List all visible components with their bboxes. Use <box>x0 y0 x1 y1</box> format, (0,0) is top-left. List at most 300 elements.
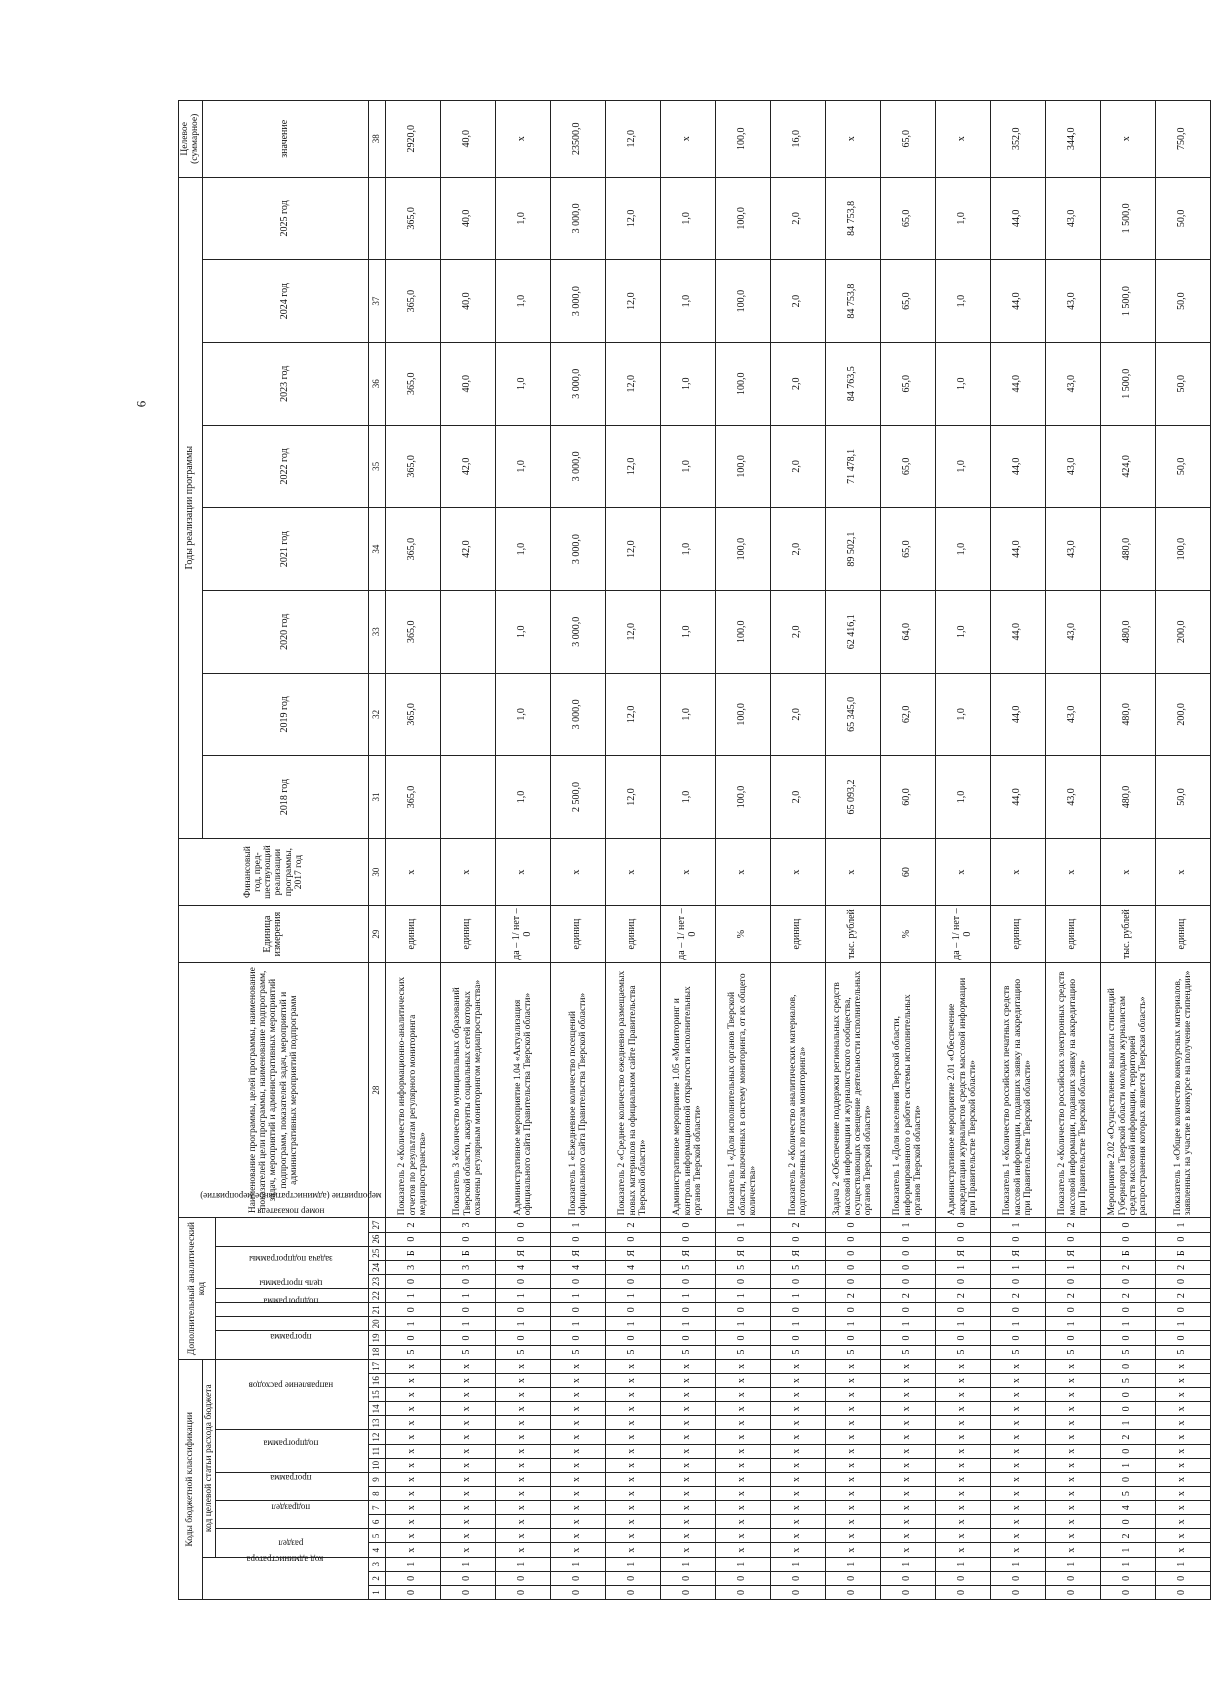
year-value-cell: 1,0 <box>495 508 550 591</box>
code-cell: х <box>1155 1458 1210 1472</box>
code-cell: 4 <box>550 1260 605 1274</box>
code-cell: 0 <box>1045 1571 1100 1585</box>
prev-year-cell: х <box>1045 838 1100 905</box>
indicator-name-cell: Показатель 1 «Общее количество конкурсных материалов, заявленных на участие в конкурсе на получение стипендии» <box>1155 962 1210 1218</box>
year-value-cell: 12,0 <box>605 508 660 591</box>
code-cell: х <box>1045 1529 1100 1543</box>
column-number-cell: 3 <box>368 1557 385 1571</box>
code-cell: 0 <box>990 1303 1045 1317</box>
code-cell: х <box>550 1374 605 1388</box>
code-cell: х <box>990 1487 1045 1501</box>
code-cell: х <box>1045 1374 1100 1388</box>
code-cell: 0 <box>880 1260 935 1274</box>
year-value-cell: 2,0 <box>770 756 825 839</box>
code-cell: 0 <box>660 1218 715 1232</box>
code-cell: х <box>1045 1388 1100 1402</box>
indicator-name-cell: Административное мероприятие 1.05 «Мониторинг и контроль информационной открытости исполнительных органов Тверской области» <box>660 962 715 1218</box>
year-2025-header: 2025 год <box>202 177 368 260</box>
code-cell: х <box>825 1487 880 1501</box>
code-cell: х <box>1045 1430 1100 1444</box>
code-cell: х <box>385 1515 440 1529</box>
code-cell: Я <box>660 1246 715 1260</box>
code-cell: 1 <box>495 1317 550 1331</box>
code-cell: х <box>990 1529 1045 1543</box>
code-cell: 0 <box>880 1331 935 1345</box>
year-value-cell: 42,0 <box>440 425 495 508</box>
code-cell: х <box>880 1529 935 1543</box>
code-cell: х <box>605 1501 660 1515</box>
year-value-cell: 44,0 <box>990 508 1045 591</box>
target-value-cell: х <box>825 101 880 178</box>
table-row <box>880 101 935 1600</box>
year-value-cell: 1,0 <box>660 590 715 673</box>
code-cell: х <box>770 1416 825 1430</box>
year-2023-header: 2023 год <box>202 342 368 425</box>
year-value-cell: 60,0 <box>880 756 935 839</box>
code-cell: х <box>605 1529 660 1543</box>
code-cell: 0 <box>440 1303 495 1317</box>
code-cell: х <box>495 1374 550 1388</box>
year-value-cell: 12,0 <box>605 673 660 756</box>
table-row <box>1100 101 1155 1600</box>
unit-cell: единиц <box>990 906 1045 963</box>
target-value-cell: х <box>660 101 715 178</box>
code-cell: Я <box>605 1246 660 1260</box>
code-cell: 2 <box>880 1289 935 1303</box>
year-value-cell: 100,0 <box>715 177 770 260</box>
program-header: программа <box>215 1472 368 1500</box>
target-value-cell: 100,0 <box>715 101 770 178</box>
code-cell: 0 <box>440 1571 495 1585</box>
code-cell: х <box>440 1444 495 1458</box>
event-header: мероприятие (административное мероприятие) <box>215 1246 368 1288</box>
code-cell: х <box>605 1472 660 1486</box>
code-cell: 0 <box>385 1232 440 1246</box>
code-cell: 0 <box>440 1331 495 1345</box>
code-cell: 1 <box>825 1557 880 1571</box>
code-cell: 5 <box>715 1260 770 1274</box>
code-cell: х <box>1155 1430 1210 1444</box>
code-cell: х <box>495 1472 550 1486</box>
code-cell: х <box>825 1402 880 1416</box>
indicator-name-cell: Мероприятие 2.02 «Осуществление выплаты стипендий Губернатора Тверской области молодым журналистам средств массовой информации, территорией распространения которых является Тверская область» <box>1100 962 1155 1218</box>
code-cell: 1 <box>1155 1557 1210 1571</box>
code-cell: 0 <box>990 1274 1045 1288</box>
code-cell: х <box>495 1430 550 1444</box>
year-value-cell: 44,0 <box>990 673 1045 756</box>
year-value-cell: 65,0 <box>880 260 935 343</box>
year-value-cell: 1,0 <box>495 673 550 756</box>
code-cell: 0 <box>770 1232 825 1246</box>
year-value-cell: 2,0 <box>770 342 825 425</box>
year-value-cell: 365,0 <box>385 673 440 756</box>
code-cell: 0 <box>880 1571 935 1585</box>
code-cell: 1 <box>1100 1557 1155 1571</box>
code-cell: 0 <box>495 1585 550 1599</box>
unit-cell: единиц <box>550 906 605 963</box>
code-cell: х <box>385 1487 440 1501</box>
year-value-cell: 43,0 <box>1045 508 1100 591</box>
code-cell: Я <box>990 1246 1045 1260</box>
year-value-cell: 43,0 <box>1045 342 1100 425</box>
code-cell: 2 <box>1155 1260 1210 1274</box>
code-cell: х <box>440 1430 495 1444</box>
table-row <box>935 101 990 1600</box>
code-cell: х <box>495 1388 550 1402</box>
column-number-cell: 16 <box>368 1374 385 1388</box>
unit-column-header: Единица измерения <box>179 906 369 963</box>
unit-cell: да – 1/ нет – 0 <box>495 906 550 963</box>
column-number-cell: 34 <box>368 508 385 591</box>
year-value-cell: 50,0 <box>1155 756 1210 839</box>
code-cell: 1 <box>990 1557 1045 1571</box>
column-number-cell: 4 <box>368 1543 385 1557</box>
code-cell: 0 <box>880 1232 935 1246</box>
year-value-cell: 2,0 <box>770 425 825 508</box>
code-cell: 5 <box>880 1345 935 1359</box>
code-cell: х <box>935 1402 990 1416</box>
code-cell: 0 <box>825 1331 880 1345</box>
code-cell: х <box>825 1374 880 1388</box>
code-cell: 1 <box>715 1289 770 1303</box>
code-cell: 0 <box>495 1232 550 1246</box>
prev-year-cell: х <box>495 838 550 905</box>
code-cell: 0 <box>550 1331 605 1345</box>
code-cell: х <box>440 1402 495 1416</box>
year-value-cell: 1,0 <box>495 590 550 673</box>
code-cell: Б <box>385 1246 440 1260</box>
table-row <box>385 101 440 1600</box>
indicator-name-cell: Задача 2 «Обеспечение поддержки региональных средств массовой информации и журналистского сообщества, осуществляющих освещение деятельности исполнительных органов Тверской области» <box>825 962 880 1218</box>
code-cell: 1 <box>990 1260 1045 1274</box>
table-row <box>605 101 660 1600</box>
code-cell: х <box>715 1458 770 1472</box>
code-cell: 0 <box>990 1331 1045 1345</box>
code-cell: Я <box>935 1246 990 1260</box>
code-cell: 1 <box>385 1557 440 1571</box>
code-cell: х <box>1155 1501 1210 1515</box>
code-cell: 5 <box>1100 1345 1155 1359</box>
year-value-cell: 1,0 <box>660 342 715 425</box>
code-cell: х <box>660 1374 715 1388</box>
code-cell: 0 <box>495 1571 550 1585</box>
prev-year-cell: х <box>660 838 715 905</box>
code-cell: 1 <box>385 1317 440 1331</box>
code-cell: Б <box>1100 1246 1155 1260</box>
code-cell: 0 <box>495 1218 550 1232</box>
column-number-cell: 9 <box>368 1472 385 1486</box>
year-value-cell: 1 500,0 <box>1100 260 1155 343</box>
code-cell: х <box>935 1416 990 1430</box>
column-number-cell: 22 <box>368 1289 385 1303</box>
code-cell: х <box>880 1458 935 1472</box>
code-cell: х <box>385 1472 440 1486</box>
code-cell: х <box>605 1430 660 1444</box>
year-value-cell: 12,0 <box>605 260 660 343</box>
code-cell: 0 <box>1155 1585 1210 1599</box>
code-cell: 0 <box>770 1331 825 1345</box>
code-cell: 0 <box>1100 1359 1155 1373</box>
code-cell: 0 <box>1100 1571 1155 1585</box>
code-cell: 0 <box>880 1585 935 1599</box>
target-value-cell: 344,0 <box>1045 101 1100 178</box>
code-cell: х <box>550 1388 605 1402</box>
code-cell: х <box>715 1388 770 1402</box>
code-cell: 2 <box>1100 1430 1155 1444</box>
unit-cell: единиц <box>605 906 660 963</box>
code-cell: х <box>495 1543 550 1557</box>
year-value-cell: 100,0 <box>715 756 770 839</box>
year-value-cell <box>440 673 495 756</box>
target-value-cell: х <box>1100 101 1155 178</box>
code-cell: х <box>880 1444 935 1458</box>
year-value-cell: 40,0 <box>440 342 495 425</box>
code-cell: х <box>880 1416 935 1430</box>
code-cell: 5 <box>1155 1345 1210 1359</box>
code-cell: х <box>1155 1374 1210 1388</box>
code-cell: х <box>1155 1359 1210 1373</box>
code-cell: 0 <box>825 1232 880 1246</box>
column-number-cell: 20 <box>368 1317 385 1331</box>
year-2021-header: 2021 год <box>202 508 368 591</box>
code-cell: х <box>605 1487 660 1501</box>
code-cell: х <box>1045 1444 1100 1458</box>
code-cell: 1 <box>990 1218 1045 1232</box>
code-cell: 2 <box>1100 1529 1155 1543</box>
code-cell: 5 <box>1100 1374 1155 1388</box>
code-cell: 5 <box>935 1345 990 1359</box>
year-value-cell: 64,0 <box>880 590 935 673</box>
code-cell: х <box>1155 1487 1210 1501</box>
target-value-cell: 2920,0 <box>385 101 440 178</box>
code-cell: 1 <box>1045 1260 1100 1274</box>
prev-year-cell: х <box>440 838 495 905</box>
code-cell: 0 <box>660 1585 715 1599</box>
code-cell: 0 <box>1100 1218 1155 1232</box>
year-value-cell: 365,0 <box>385 756 440 839</box>
column-number-cell: 35 <box>368 425 385 508</box>
code-cell: х <box>990 1472 1045 1486</box>
code-cell: 0 <box>1100 1585 1155 1599</box>
code-cell: х <box>825 1472 880 1486</box>
code-cell: 3 <box>385 1260 440 1274</box>
code-cell: 2 <box>1100 1289 1155 1303</box>
year-value-cell: 100,0 <box>715 425 770 508</box>
column-number-cell: 28 <box>368 962 385 1218</box>
year-value-cell: 1,0 <box>495 342 550 425</box>
code-cell: Я <box>715 1246 770 1260</box>
year-value-cell: 43,0 <box>1045 177 1100 260</box>
column-number-cell: 6 <box>368 1515 385 1529</box>
code-cell: х <box>1155 1402 1210 1416</box>
code-cell: х <box>1045 1472 1100 1486</box>
code-cell: 0 <box>385 1571 440 1585</box>
year-value-cell: 12,0 <box>605 177 660 260</box>
code-cell: х <box>605 1388 660 1402</box>
code-cell: 0 <box>605 1303 660 1317</box>
years-group-header: Годы реализации программы <box>179 177 203 838</box>
year-value-cell <box>440 590 495 673</box>
code-cell: 4 <box>605 1260 660 1274</box>
year-value-cell: 1,0 <box>660 177 715 260</box>
code-cell: 0 <box>550 1585 605 1599</box>
code-cell: х <box>770 1402 825 1416</box>
year-value-cell: 12,0 <box>605 425 660 508</box>
table-row <box>440 101 495 1600</box>
code-cell: 2 <box>1100 1260 1155 1274</box>
program-indicators-table <box>178 100 1211 1600</box>
year-value-cell: 44,0 <box>990 756 1045 839</box>
year-value-cell: 1,0 <box>935 342 990 425</box>
code-cell: х <box>440 1472 495 1486</box>
code-cell: х <box>660 1472 715 1486</box>
year-value-cell: 2,0 <box>770 177 825 260</box>
code-cell: 0 <box>715 1585 770 1599</box>
code-cell: 0 <box>1155 1571 1210 1585</box>
year-value-cell: 1,0 <box>660 673 715 756</box>
spending-direction-header: направление расходов <box>215 1359 368 1430</box>
code-cell: 0 <box>440 1585 495 1599</box>
code-cell: 1 <box>440 1289 495 1303</box>
code-cell: х <box>715 1543 770 1557</box>
code-cell: 1 <box>1100 1416 1155 1430</box>
code-cell: 1 <box>495 1557 550 1571</box>
code-cell: х <box>660 1388 715 1402</box>
column-number-cell: 31 <box>368 756 385 839</box>
code-cell: х <box>990 1416 1045 1430</box>
code-cell: 0 <box>1100 1232 1155 1246</box>
code-cell: 0 <box>880 1303 935 1317</box>
code-cell: х <box>660 1501 715 1515</box>
code-cell: х <box>715 1359 770 1373</box>
code-cell: х <box>825 1430 880 1444</box>
code-cell: 0 <box>440 1274 495 1288</box>
code-cell: 0 <box>1100 1331 1155 1345</box>
year-2018-header: 2018 год <box>202 756 368 839</box>
year-value-cell: 3 000,0 <box>550 260 605 343</box>
column-number-cell: 23 <box>368 1274 385 1288</box>
code-cell: 1 <box>715 1557 770 1571</box>
year-value-cell: 365,0 <box>385 260 440 343</box>
prev-year-column-header: Финансовый год, пред-шествующий реализации программы, 2017 год <box>179 838 369 905</box>
code-cell: х <box>880 1359 935 1373</box>
year-value-cell: 65,0 <box>880 177 935 260</box>
code-cell: х <box>440 1388 495 1402</box>
code-cell: х <box>770 1388 825 1402</box>
column-number-cell: 5 <box>368 1529 385 1543</box>
code-cell: х <box>495 1444 550 1458</box>
column-number-cell: 30 <box>368 838 385 905</box>
code-cell: х <box>825 1529 880 1543</box>
code-cell: х <box>770 1487 825 1501</box>
code-cell: х <box>385 1458 440 1472</box>
code-cell: х <box>880 1388 935 1402</box>
code-cell: х <box>605 1416 660 1430</box>
column-number-cell: 36 <box>368 342 385 425</box>
code-cell: 2 <box>1155 1289 1210 1303</box>
year-value-cell: 89 502,1 <box>825 508 880 591</box>
year-value-cell: 84 753,8 <box>825 260 880 343</box>
code-cell: х <box>990 1515 1045 1529</box>
code-cell: х <box>770 1501 825 1515</box>
code-cell: 0 <box>385 1331 440 1345</box>
indicator-name-cell: Показатель 1 «Доля населения Тверской области, информированного о работе системы исполнительных органов Тверской области» <box>880 962 935 1218</box>
code-cell: х <box>495 1501 550 1515</box>
code-cell: х <box>715 1430 770 1444</box>
year-value-cell: 65,0 <box>880 508 935 591</box>
code-cell: 0 <box>605 1232 660 1246</box>
column-number-cell: 19 <box>368 1331 385 1345</box>
year-value-cell: 65 093,2 <box>825 756 880 839</box>
code-cell: х <box>715 1402 770 1416</box>
code-cell: 3 <box>440 1218 495 1232</box>
code-cell: 0 <box>660 1331 715 1345</box>
year-value-cell: 12,0 <box>605 756 660 839</box>
code-cell: 0 <box>825 1585 880 1599</box>
code-cell: х <box>935 1487 990 1501</box>
code-cell: 5 <box>660 1260 715 1274</box>
code-cell: 1 <box>550 1218 605 1232</box>
year-value-cell: 12,0 <box>605 590 660 673</box>
year-value-cell: 3 000,0 <box>550 425 605 508</box>
code-cell: х <box>880 1402 935 1416</box>
code-cell: х <box>385 1374 440 1388</box>
code-cell: х <box>550 1543 605 1557</box>
indicator-name-cell: Показатель 1 «Количество российских печатных средств массовой информации, подавших заявку на аккредитацию при Правительстве Тверской области» <box>990 962 1045 1218</box>
year-value-cell: 200,0 <box>1155 590 1210 673</box>
code-cell: 1 <box>880 1317 935 1331</box>
code-cell: х <box>715 1529 770 1543</box>
code-cell: х <box>440 1374 495 1388</box>
code-cell: 0 <box>1100 1444 1155 1458</box>
code-cell: 0 <box>550 1232 605 1246</box>
year-value-cell: 3 000,0 <box>550 590 605 673</box>
code-cell: х <box>660 1543 715 1557</box>
code-cell: х <box>1155 1543 1210 1557</box>
code-cell: 0 <box>385 1274 440 1288</box>
year-value-cell: 65,0 <box>880 342 935 425</box>
code-cell: х <box>935 1374 990 1388</box>
code-cell: 1 <box>990 1317 1045 1331</box>
code-cell: х <box>1155 1444 1210 1458</box>
code-cell: 0 <box>770 1303 825 1317</box>
code-cell: 0 <box>1045 1331 1100 1345</box>
code-cell: х <box>880 1487 935 1501</box>
code-cell: х <box>825 1501 880 1515</box>
table-row <box>550 101 605 1600</box>
unit-cell: % <box>880 906 935 963</box>
code-cell: 4 <box>1100 1501 1155 1515</box>
code-cell: 1 <box>605 1317 660 1331</box>
code-cell: х <box>880 1374 935 1388</box>
year-value-cell: 1,0 <box>935 425 990 508</box>
code-cell: 1 <box>1155 1218 1210 1232</box>
code-cell: х <box>385 1416 440 1430</box>
code-cell: 0 <box>1100 1402 1155 1416</box>
year-2022-header: 2022 год <box>202 425 368 508</box>
code-cell: х <box>770 1543 825 1557</box>
code-cell: 5 <box>660 1345 715 1359</box>
code-cell: х <box>605 1402 660 1416</box>
code-cell: 0 <box>1155 1274 1210 1288</box>
unit-cell: да – 1/ нет – 0 <box>660 906 715 963</box>
code-cell: 4 <box>495 1260 550 1274</box>
code-cell: х <box>825 1388 880 1402</box>
target-value-cell: 352,0 <box>990 101 1045 178</box>
code-cell: х <box>770 1529 825 1543</box>
code-cell: х <box>550 1529 605 1543</box>
unit-cell: единиц <box>385 906 440 963</box>
